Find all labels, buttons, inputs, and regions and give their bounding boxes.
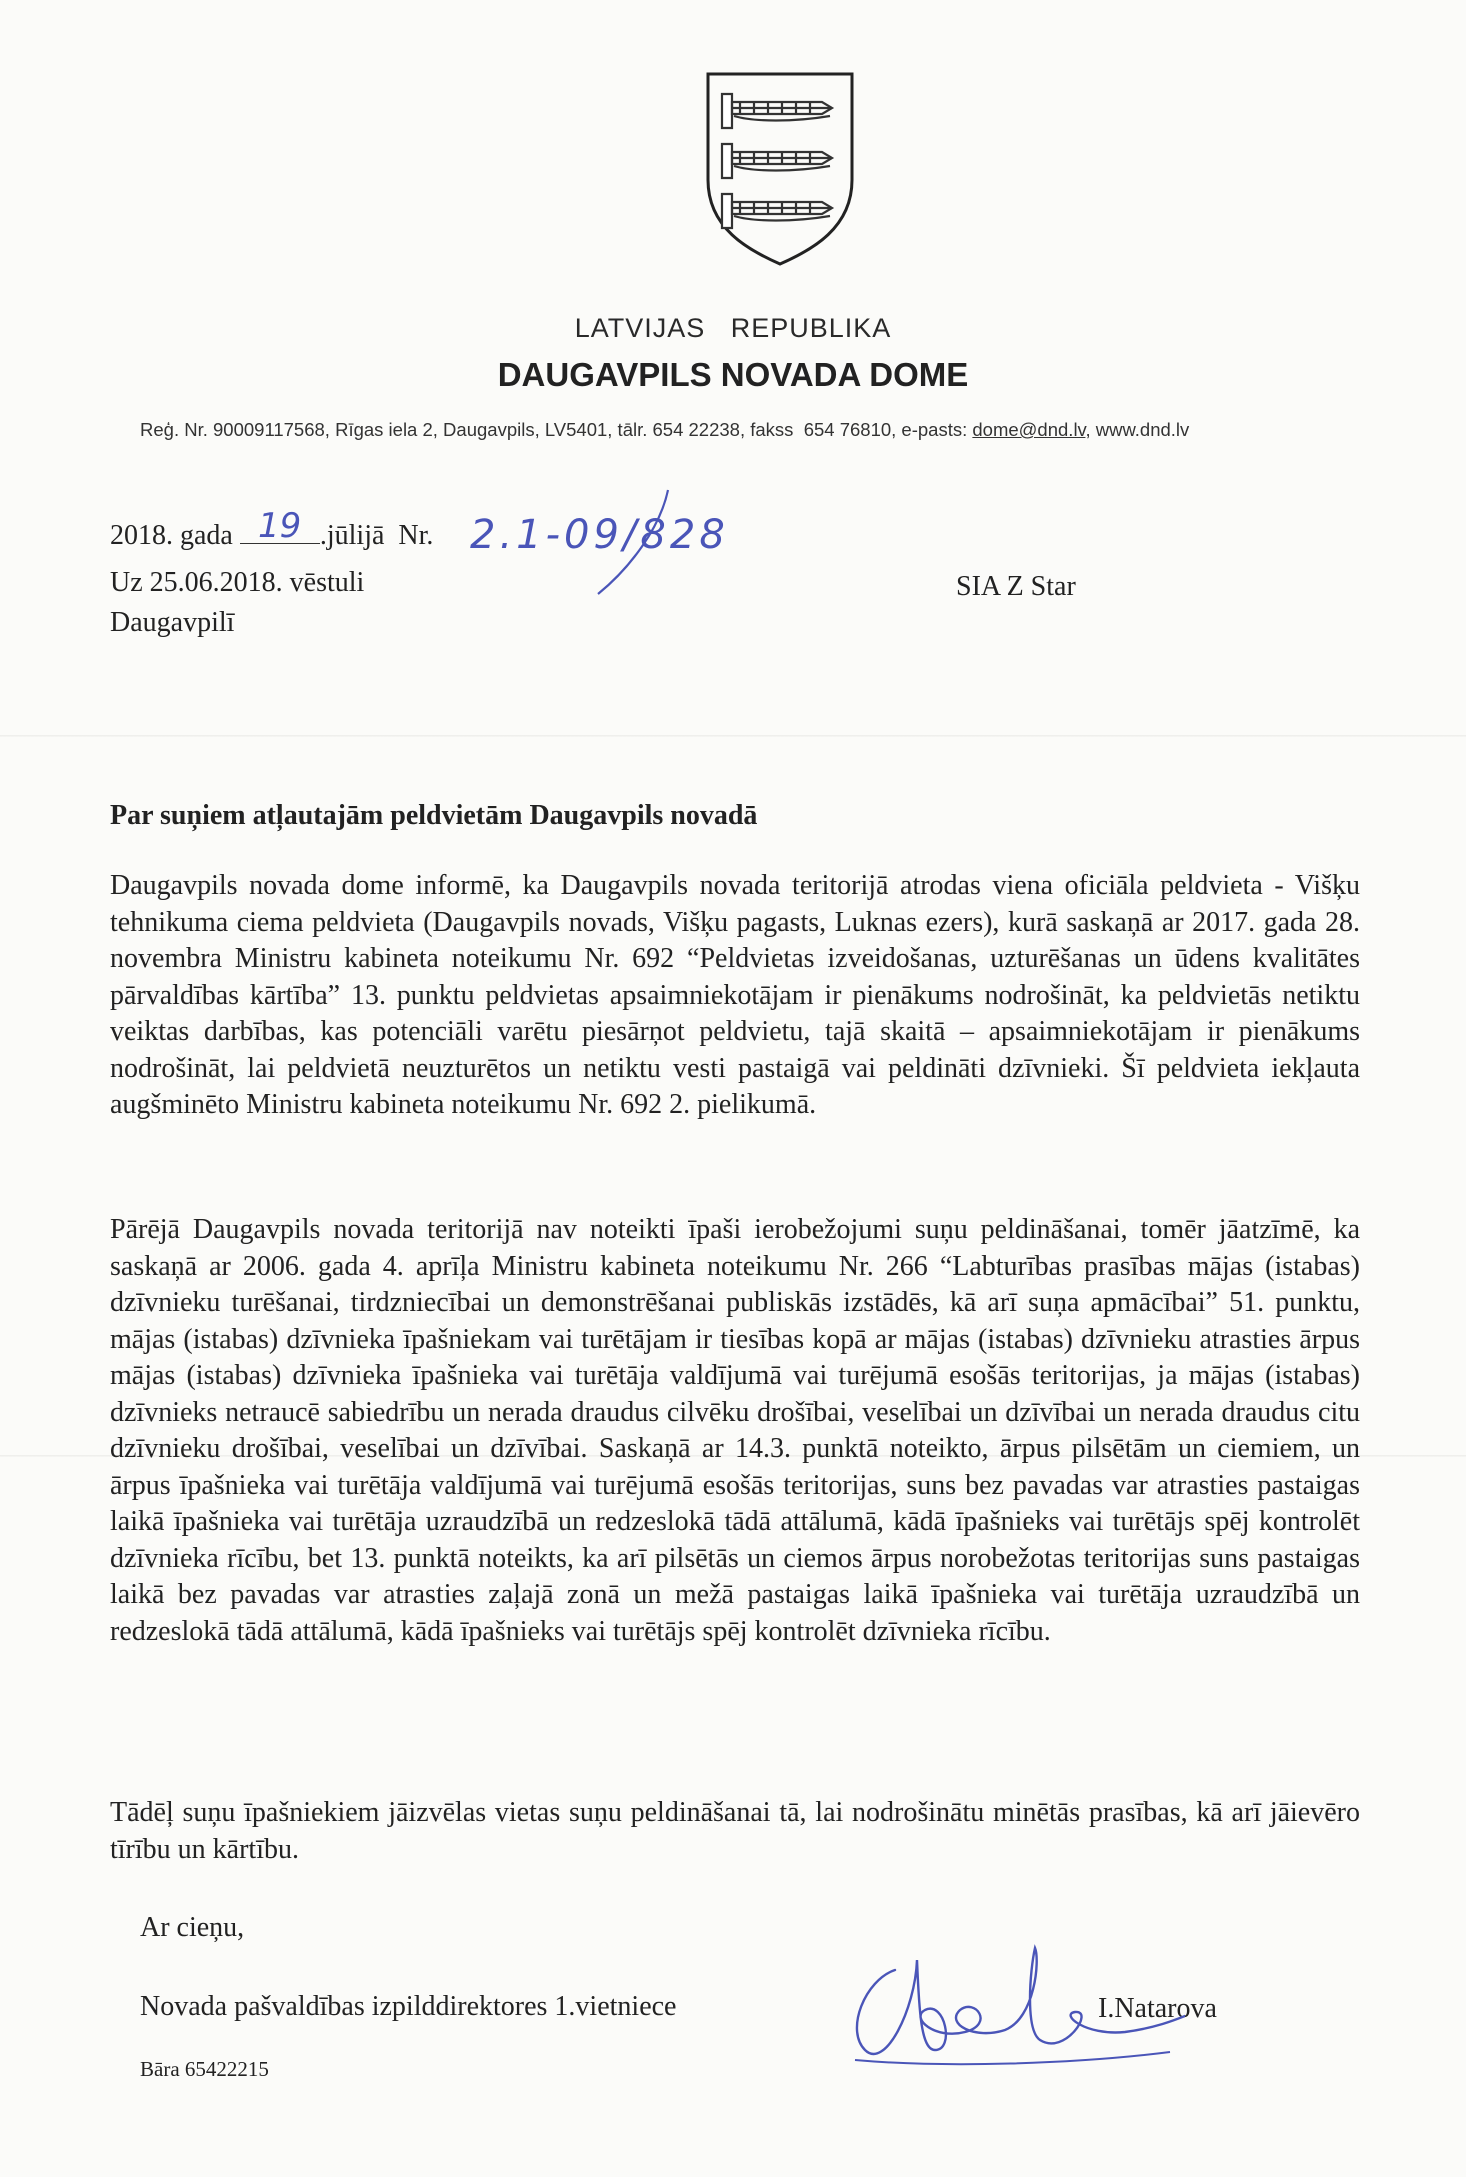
letterhead-contact: [140, 419, 1420, 441]
signatory-position: Novada pašvaldības izpilddirektores 1.vietniece: [140, 1991, 677, 2022]
contact-details: Reģ. Nr. 90009117568, Rīgas iela 2, Daugavpils, LV5401, tālr. 654 22238, fakss 654 76810, e-pasts:: [140, 419, 973, 440]
handwritten-day: 19: [258, 506, 302, 546]
handwritten-slash-mark: [590, 488, 670, 598]
coat-of-arms-icon: [700, 68, 860, 268]
body-paragraph-2: Pārējā Daugavpils novada teritorijā nav noteikti īpaši ierobežojumi suņu peldināšanai, tomēr jāatzīmē, ka saskaņā ar 2006. gada 4. aprīļa Ministru kabineta noteikumu Nr. 266 “Labturības prasības mājas (istabas) dzīvnieku turēšanai, tirdzniecībai un demonstrēšanai publiskās izstādēs, kā arī suņa apmācībai” 51. punktu, mājas (istabas) dzīvnieka īpašniekam vai turētājam ir tiesības kopā ar mājas (istabas) dzīvnieku atrasties ārpus mājas (istabas) dzīvnieka īpašnieka vai turētāja valdījumā vai turējumā esošās teritorijas, ja mājas (istabas) dzīvnieks netraucē sabiedrību un nerada draudus cilvēku drošībai, veselībai un dzīvībai un nerada draudus citu dzīvnieku drošībai, veselībai un dzīvībai. Saskaņā ar 14.3. punktā noteikto, ārpus pilsētām un ciemiem, un ārpus īpašnieka vai turētāja valdījumā vai turējumā esošās teritorijas, suns bez pavadas var atrasties pastaigas laikā īpašnieka vai turētāja uzraudzībā un redzeslokā tādā attālumā, kādā īpašnieks vai turētājs spēj kontrolēt dzīvnieka rīcību, bet 13. punktā noteikts, ka arī pilsētās un ciemos ārpus norobežotas teritorijas suns pastaigas laikā bez pavadas var atrasties zaļajā zonā un mežā pastaigas laikā īpašnieka vai turētāja uzraudzībā un redzeslokā tādā attālumā, kādā īpašnieks vai turētājs spēj kontrolēt dzīvnieka rīcību.: [110, 1214, 1360, 1647]
date-prefix: 2018. gada: [110, 520, 233, 551]
place-line: Daugavpilī: [110, 607, 235, 638]
letter-subject: Par suņiem atļautajām peldvietām Daugavpils novadā: [110, 800, 758, 831]
letterhead-organization: DAUGAVPILS NOVADA DOME: [497, 356, 969, 393]
reference-line: Uz 25.06.2018. vēstuli: [110, 567, 365, 598]
body-paragraph-3: Tādēļ suņu īpašniekiem jāizvēlas vietas suņu peldināšanai tā, lai nodrošinātu minētās prasības, kā arī jāievēro tīrību un kārtību.: [110, 1797, 1360, 1865]
preparer-contact: Bāra 65422215: [140, 2057, 269, 2081]
handwritten-number: 2.1-09/828: [470, 512, 729, 558]
closing-greeting: Ar cieņu,: [140, 1912, 245, 1943]
contact-website: , www.dnd.lv: [1085, 419, 1190, 440]
recipient: SIA Z Star: [956, 571, 1076, 602]
body-paragraph-1: Daugavpils novada dome informē, ka Daugavpils novada teritorijā atrodas viena oficiāla peldvieta - Višķu tehnikuma ciema peldvieta (Daugavpils novads, Višķu pagasts, Luknas ezers), kurā saskaņā ar 2017. gada 28. novembra Ministru kabineta noteikumu Nr. 692 “Peldvietas izveidošanas, uzturēšanas un ūdens kvalitātes pārvaldības kārtība” 13. punktu peldvietas apsaimniekotājam ir pienākums nodrošināt, ka peldvietās netiktu veiktas darbības, kas potenciāli varētu piesārņot peldvietu, tajā skaitā – apsaimniekotājam ir pienākums nodrošināt, lai peldvietā neuzturētos un netiktu vesti pastaigā vai peldināti dzīvnieki. Šī peldvieta iekļauta augšminēto Ministru kabineta noteikumu Nr. 692 2. pielikumā.: [110, 870, 1360, 1120]
paper-fold: [0, 735, 1466, 737]
handwritten-signature-icon: [825, 1940, 1185, 2080]
date-suffix: .jūlijā Nr.: [319, 520, 434, 551]
signatory-name: I.Natarova: [1098, 1993, 1217, 2024]
letterhead-country: LATVIJAS REPUBLIKA: [574, 313, 892, 343]
contact-email-link[interactable]: dome@dnd.lv: [972, 419, 1086, 440]
